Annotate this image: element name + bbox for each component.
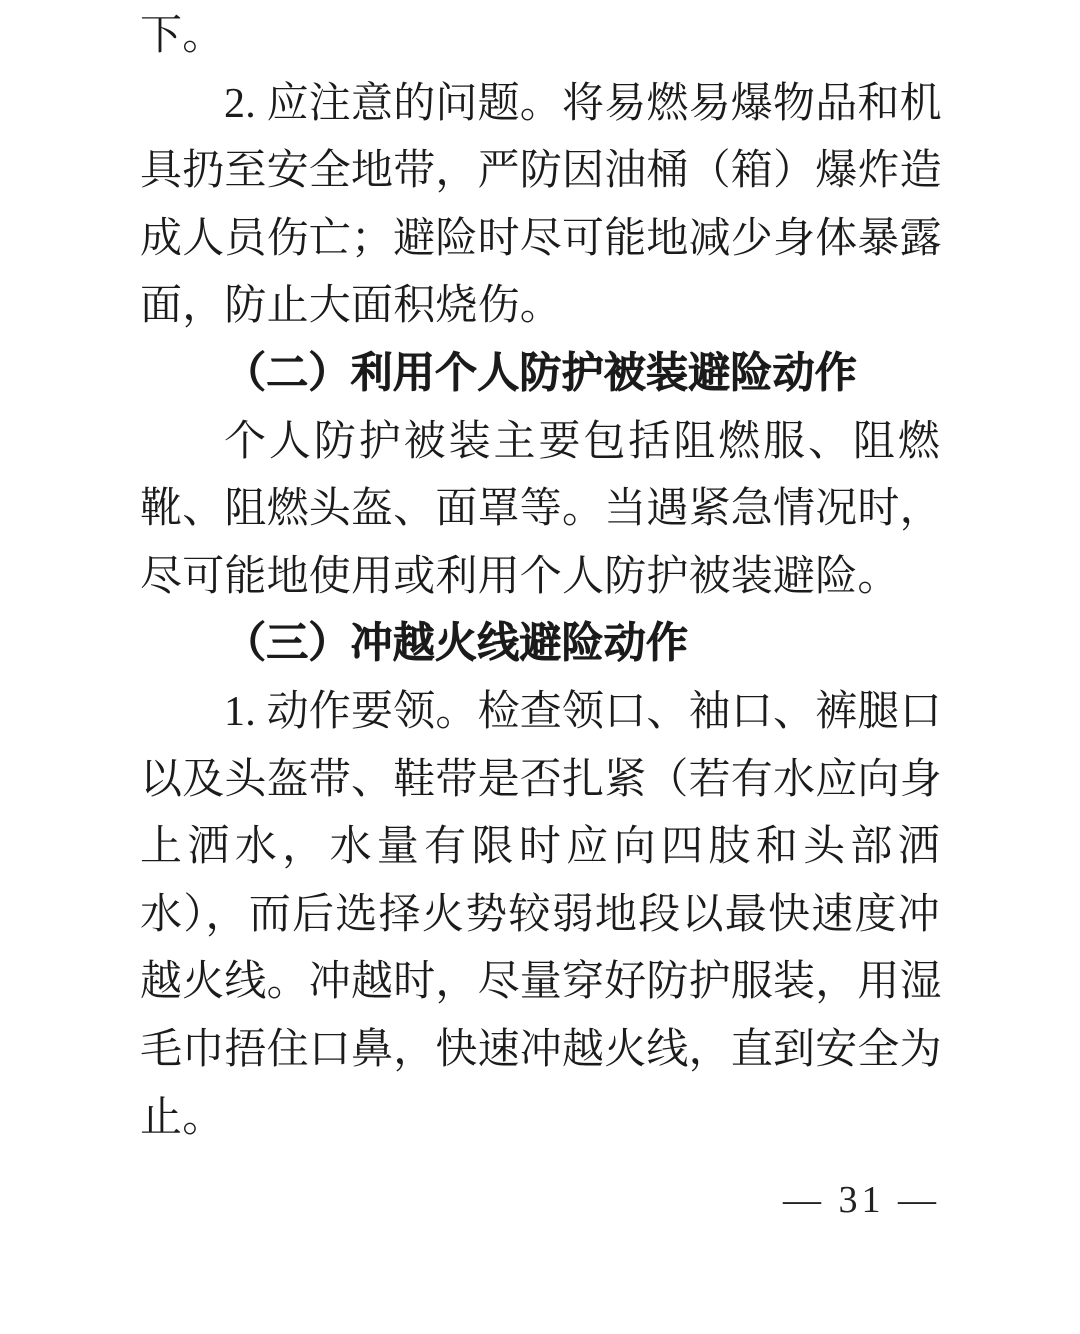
text-line: 成人员伤亡；避险时尽可能地减少身体暴露: [140, 215, 942, 262]
text-line: 越火线。冲越时，尽量穿好防护服装，用湿: [140, 959, 942, 1006]
text-line: 毛巾捂住口鼻，快速冲越火线，直到安全为: [140, 1026, 942, 1073]
text-line: 下。: [140, 13, 225, 59]
paragraph-continuation: [140, 3, 940, 71]
text-line: 面，防止大面积烧伤。: [140, 283, 563, 330]
section-heading-3: [140, 611, 940, 679]
document-body: [140, 3, 940, 1152]
text-line: （三）冲越火线避险动作: [224, 621, 689, 668]
text-line: 1. 动作要领。检查领口、袖口、裤腿口: [224, 688, 942, 735]
text-line: 尽可能地使用或利用个人防护被装避险。: [140, 553, 900, 600]
paragraph-issues-to-note: [140, 71, 940, 341]
text-line: 上洒水，水量有限时应向四肢和头部洒: [140, 824, 940, 871]
text-line: （二）利用个人防护被装避险动作: [224, 350, 858, 397]
paragraph-personal-protection: [140, 409, 940, 612]
text-line: 水），而后选择火势较弱地段以最快速度冲: [140, 891, 940, 938]
text-line: 2. 应注意的问题。将易燃易爆物品和机: [224, 80, 942, 127]
text-line: 止。: [140, 1094, 225, 1141]
text-line: 具扔至安全地带，严防因油桶（箱）爆炸造: [140, 148, 942, 195]
text-line: 靴、阻燃头盔、面罩等。当遇紧急情况时，: [140, 486, 942, 533]
paragraph-crossing-fireline: [140, 679, 940, 1152]
section-heading-2: [140, 341, 940, 409]
page-number: — 31 —: [783, 1179, 940, 1221]
text-line: 个人防护被装主要包括阻燃服、阻燃: [224, 418, 940, 465]
text-line: 以及头盔带、鞋带是否扎紧（若有水应向身: [140, 756, 942, 803]
